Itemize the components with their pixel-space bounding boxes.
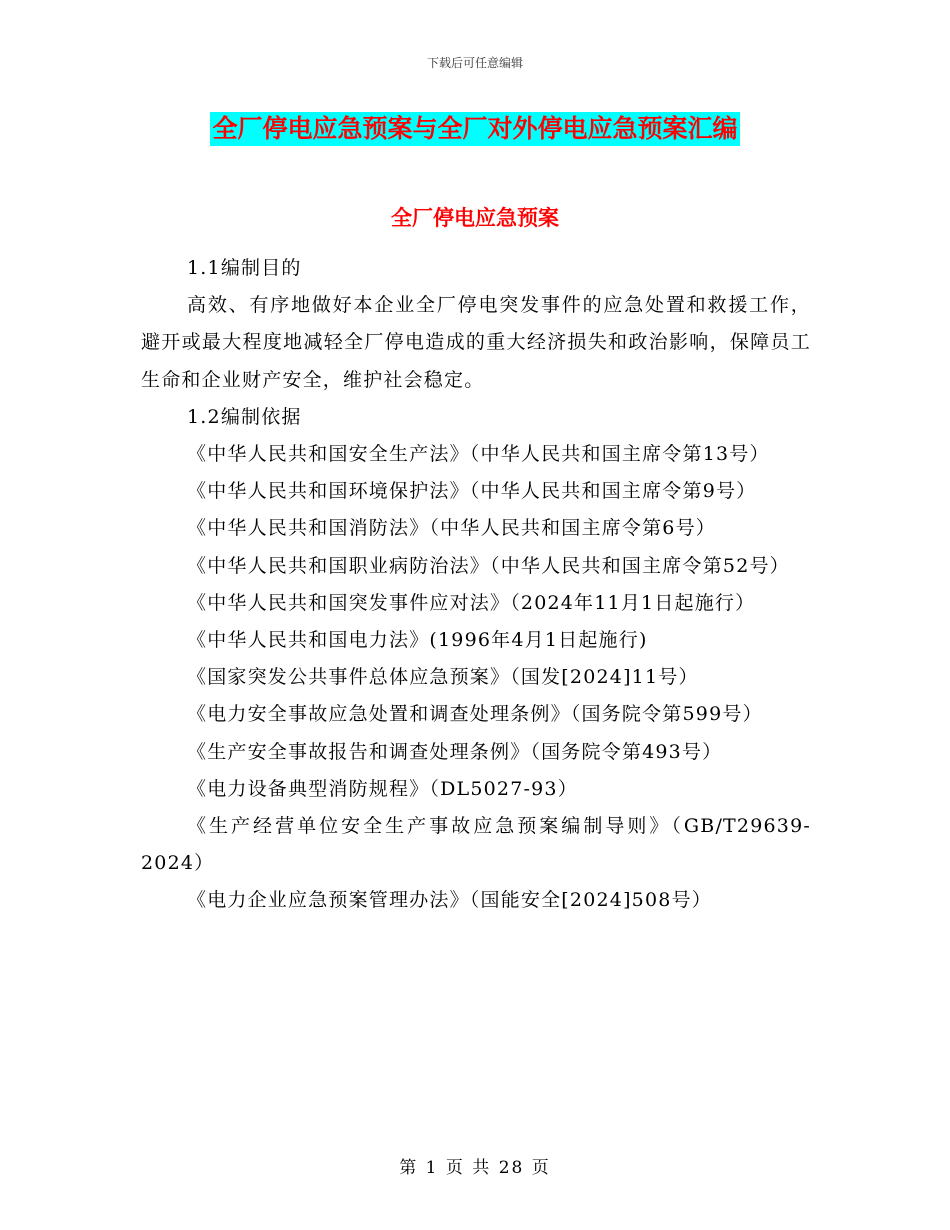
reference-item: 《国家突发公共事件总体应急预案》（国发[2024]11号）	[187, 666, 699, 689]
section-title: 全厂停电应急预案	[391, 206, 559, 230]
document-title: 全厂停电应急预案与全厂对外停电应急预案汇编	[210, 112, 739, 146]
reference-item: 《中华人民共和国职业病防治法》（中华人民共和国主席令第52号）	[187, 554, 790, 577]
document-title-container	[0, 112, 950, 146]
heading-purpose: 1.1编制目的	[187, 257, 302, 279]
reference-item: 《电力设备典型消防规程》（DL5027-93）	[187, 777, 578, 800]
reference-item: 《中华人民共和国消防法》（中华人民共和国主席令第6号）	[187, 517, 716, 540]
reference-item: 《中华人民共和国环境保护法》（中华人民共和国主席令第9号）	[187, 480, 757, 503]
heading-basis: 1.2编制依据	[187, 405, 302, 428]
reference-item: 《生产安全事故报告和调查处理条例》（国务院令第493号）	[187, 740, 723, 763]
reference-item: 《电力企业应急预案管理办法》（国能安全[2024]508号）	[187, 889, 712, 912]
document-body	[141, 250, 811, 920]
reference-item: 《生产经营单位安全生产事故应急预案编制导则》（GB/T29639-2024）	[141, 815, 811, 875]
reference-item: 《中华人民共和国安全生产法》（中华人民共和国主席令第13号）	[187, 443, 770, 466]
reference-item: 《电力安全事故应急处置和调查处理条例》（国务院令第599号）	[187, 703, 763, 726]
page-footer: 第 1 页 共 28 页	[399, 1158, 551, 1178]
header-note: 下载后可任意编辑	[426, 56, 523, 70]
reference-item: 《中华人民共和国突发事件应对法》（2024年11月1日起施行）	[187, 591, 756, 614]
paragraph-purpose: 高效、有序地做好本企业全厂停电突发事件的应急处置和救援工作，避开或最大程度地减轻全厂停电造成的重大经济损失和政治影响，保障员工生命和企业财产安全，维护社会稳定。	[141, 294, 811, 391]
reference-item: 《中华人民共和国电力法》(1996年4月1日起施行)	[187, 629, 648, 652]
